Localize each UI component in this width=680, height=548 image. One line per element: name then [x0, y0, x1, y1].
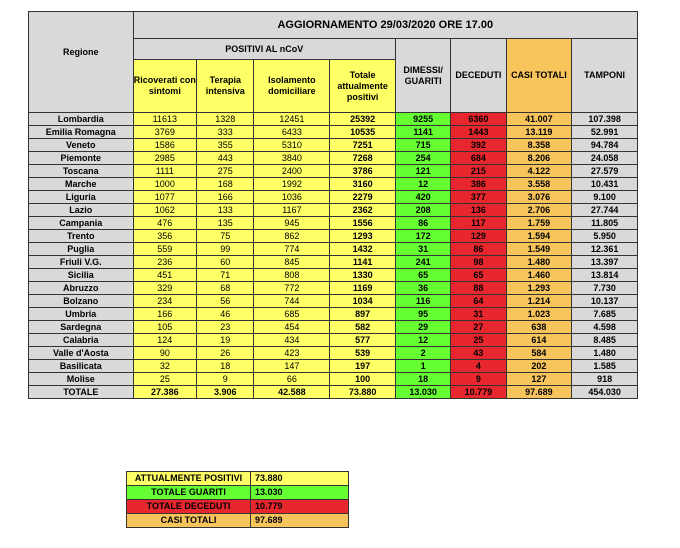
cell-ricoverati: 166: [133, 308, 197, 321]
cell-ricoverati: 32: [133, 360, 197, 373]
cell-casi: 1.759: [506, 217, 572, 230]
cell-tamponi: 7.685: [572, 308, 638, 321]
cell-totale: 25392: [330, 113, 396, 126]
cell-tamponi: 1.585: [572, 360, 638, 373]
cell-tamponi: 27.744: [572, 204, 638, 217]
header-positivi: POSITIVI AL nCoV: [133, 39, 395, 60]
cell-isolamento: 2400: [254, 165, 330, 178]
cell-isolamento: 66: [254, 373, 330, 386]
total-deceduti: 10.779: [451, 386, 506, 399]
cell-ricoverati: 236: [133, 256, 197, 269]
cell-dimessi: 241: [395, 256, 450, 269]
cell-casi: 3.558: [506, 178, 572, 191]
cell-tamponi: 7.730: [572, 282, 638, 295]
cell-casi: 584: [506, 347, 572, 360]
table-row: [29, 282, 638, 295]
cell-regione: Umbria: [29, 308, 134, 321]
table-row: [29, 126, 638, 139]
cell-totale: 539: [330, 347, 396, 360]
cell-casi: 1.549: [506, 243, 572, 256]
cell-regione: Friuli V.G.: [29, 256, 134, 269]
header-deceduti: DECEDUTI: [451, 39, 506, 113]
cell-casi: 4.122: [506, 165, 572, 178]
cell-dimessi: 86: [395, 217, 450, 230]
cell-isolamento: 1167: [254, 204, 330, 217]
cell-deceduti: 64: [451, 295, 506, 308]
cell-dimessi: 12: [395, 178, 450, 191]
cell-totale: 1432: [330, 243, 396, 256]
cell-isolamento: 1992: [254, 178, 330, 191]
cell-deceduti: 4: [451, 360, 506, 373]
cell-regione: Sicilia: [29, 269, 134, 282]
covid-regional-table: [28, 11, 638, 399]
cell-dimessi: 65: [395, 269, 450, 282]
cell-dimessi: 9255: [395, 113, 450, 126]
cell-totale: 1141: [330, 256, 396, 269]
cell-totale: 1556: [330, 217, 396, 230]
cell-dimessi: 12: [395, 334, 450, 347]
cell-totale: 582: [330, 321, 396, 334]
total-isolamento: 42.588: [254, 386, 330, 399]
cell-tamponi: 12.361: [572, 243, 638, 256]
cell-deceduti: 31: [451, 308, 506, 321]
cell-dimessi: 31: [395, 243, 450, 256]
cell-terapia: 1328: [197, 113, 254, 126]
cell-terapia: 275: [197, 165, 254, 178]
cell-casi: 202: [506, 360, 572, 373]
cell-isolamento: 862: [254, 230, 330, 243]
table-row: [29, 334, 638, 347]
cell-isolamento: 12451: [254, 113, 330, 126]
table-row: [29, 139, 638, 152]
cell-deceduti: 386: [451, 178, 506, 191]
cell-totale: 7251: [330, 139, 396, 152]
table-row: [29, 204, 638, 217]
cell-regione: Valle d'Aosta: [29, 347, 134, 360]
table-row: [29, 178, 638, 191]
table-row: [29, 321, 638, 334]
cell-totale: 3786: [330, 165, 396, 178]
header-ricoverati: Ricoverati con sintomi: [133, 60, 197, 113]
cell-regione: Emilia Romagna: [29, 126, 134, 139]
summary-row: [127, 472, 349, 486]
table-row: [29, 217, 638, 230]
cell-ricoverati: 559: [133, 243, 197, 256]
cell-deceduti: 215: [451, 165, 506, 178]
cell-tamponi: 918: [572, 373, 638, 386]
header-terapia: Terapia intensiva: [197, 60, 254, 113]
cell-tamponi: 94.784: [572, 139, 638, 152]
cell-terapia: 133: [197, 204, 254, 217]
cell-deceduti: 88: [451, 282, 506, 295]
total-tamponi: 454.030: [572, 386, 638, 399]
cell-totale: 577: [330, 334, 396, 347]
cell-regione: Campania: [29, 217, 134, 230]
table-row: [29, 243, 638, 256]
cell-terapia: 355: [197, 139, 254, 152]
table-row: [29, 347, 638, 360]
cell-casi: 614: [506, 334, 572, 347]
cell-isolamento: 685: [254, 308, 330, 321]
table-row: [29, 113, 638, 126]
summary-label: CASI TOTALI: [127, 514, 251, 528]
cell-ricoverati: 124: [133, 334, 197, 347]
summary-table: [126, 471, 349, 528]
cell-ricoverati: 105: [133, 321, 197, 334]
cell-tamponi: 9.100: [572, 191, 638, 204]
cell-ricoverati: 329: [133, 282, 197, 295]
cell-terapia: 443: [197, 152, 254, 165]
cell-dimessi: 18: [395, 373, 450, 386]
cell-deceduti: 65: [451, 269, 506, 282]
cell-totale: 1169: [330, 282, 396, 295]
cell-casi: 638: [506, 321, 572, 334]
cell-casi: 1.293: [506, 282, 572, 295]
cell-isolamento: 845: [254, 256, 330, 269]
header-totale-positivi: Totale attualmente positivi: [330, 60, 396, 113]
cell-tamponi: 4.598: [572, 321, 638, 334]
cell-tamponi: 8.485: [572, 334, 638, 347]
cell-deceduti: 98: [451, 256, 506, 269]
cell-regione: Sardegna: [29, 321, 134, 334]
cell-totale: 10535: [330, 126, 396, 139]
cell-tamponi: 52.991: [572, 126, 638, 139]
cell-dimessi: 1: [395, 360, 450, 373]
cell-dimessi: 121: [395, 165, 450, 178]
cell-terapia: 166: [197, 191, 254, 204]
cell-terapia: 46: [197, 308, 254, 321]
cell-ricoverati: 476: [133, 217, 197, 230]
cell-terapia: 26: [197, 347, 254, 360]
table-row: [29, 191, 638, 204]
cell-casi: 1.023: [506, 308, 572, 321]
cell-casi: 1.594: [506, 230, 572, 243]
cell-deceduti: 6360: [451, 113, 506, 126]
cell-terapia: 71: [197, 269, 254, 282]
cell-ricoverati: 3769: [133, 126, 197, 139]
cell-deceduti: 377: [451, 191, 506, 204]
cell-dimessi: 420: [395, 191, 450, 204]
cell-isolamento: 772: [254, 282, 330, 295]
header-regione: Regione: [29, 12, 134, 113]
cell-deceduti: 392: [451, 139, 506, 152]
cell-ricoverati: 356: [133, 230, 197, 243]
cell-terapia: 168: [197, 178, 254, 191]
table-row: [29, 165, 638, 178]
summary-row: [127, 486, 349, 500]
cell-dimessi: 254: [395, 152, 450, 165]
cell-casi: 1.460: [506, 269, 572, 282]
cell-deceduti: 1443: [451, 126, 506, 139]
cell-ricoverati: 1111: [133, 165, 197, 178]
table-row: [29, 269, 638, 282]
cell-regione: Veneto: [29, 139, 134, 152]
cell-terapia: 56: [197, 295, 254, 308]
cell-deceduti: 27: [451, 321, 506, 334]
cell-dimessi: 36: [395, 282, 450, 295]
cell-dimessi: 1141: [395, 126, 450, 139]
cell-terapia: 18: [197, 360, 254, 373]
cell-dimessi: 208: [395, 204, 450, 217]
cell-regione: Basilicata: [29, 360, 134, 373]
cell-casi: 1.480: [506, 256, 572, 269]
cell-terapia: 135: [197, 217, 254, 230]
cell-dimessi: 172: [395, 230, 450, 243]
cell-ricoverati: 1000: [133, 178, 197, 191]
cell-regione: Molise: [29, 373, 134, 386]
table-row: [29, 256, 638, 269]
cell-casi: 127: [506, 373, 572, 386]
cell-deceduti: 86: [451, 243, 506, 256]
cell-totale: 897: [330, 308, 396, 321]
cell-casi: 41.007: [506, 113, 572, 126]
cell-dimessi: 116: [395, 295, 450, 308]
header-isolamento: Isolamento domiciliare: [254, 60, 330, 113]
cell-ricoverati: 90: [133, 347, 197, 360]
summary-body: [127, 472, 349, 528]
summary-value: 13.030: [251, 486, 349, 500]
cell-deceduti: 117: [451, 217, 506, 230]
cell-tamponi: 11.805: [572, 217, 638, 230]
cell-regione: Puglia: [29, 243, 134, 256]
cell-terapia: 23: [197, 321, 254, 334]
cell-totale: 3160: [330, 178, 396, 191]
cell-isolamento: 147: [254, 360, 330, 373]
cell-deceduti: 684: [451, 152, 506, 165]
cell-totale: 2362: [330, 204, 396, 217]
cell-casi: 13.119: [506, 126, 572, 139]
cell-regione: Lazio: [29, 204, 134, 217]
summary-row: [127, 514, 349, 528]
cell-deceduti: 43: [451, 347, 506, 360]
cell-regione: Trento: [29, 230, 134, 243]
cell-isolamento: 423: [254, 347, 330, 360]
cell-regione: Marche: [29, 178, 134, 191]
cell-terapia: 75: [197, 230, 254, 243]
summary-label: ATTUALMENTE POSITIVI: [127, 472, 251, 486]
cell-tamponi: 24.058: [572, 152, 638, 165]
cell-casi: 2.706: [506, 204, 572, 217]
summary-value: 73.880: [251, 472, 349, 486]
summary-label: TOTALE DECEDUTI: [127, 500, 251, 514]
totals-row: [29, 386, 638, 399]
cell-ricoverati: 1586: [133, 139, 197, 152]
cell-totale: 1034: [330, 295, 396, 308]
cell-totale: 7268: [330, 152, 396, 165]
total-totale: 73.880: [330, 386, 396, 399]
cell-regione: Liguria: [29, 191, 134, 204]
cell-terapia: 333: [197, 126, 254, 139]
cell-regione: Lombardia: [29, 113, 134, 126]
cell-dimessi: 2: [395, 347, 450, 360]
cell-casi: 8.206: [506, 152, 572, 165]
cell-ricoverati: 451: [133, 269, 197, 282]
cell-isolamento: 774: [254, 243, 330, 256]
cell-totale: 197: [330, 360, 396, 373]
total-terapia: 3.906: [197, 386, 254, 399]
cell-regione: Abruzzo: [29, 282, 134, 295]
cell-totale: 100: [330, 373, 396, 386]
cell-isolamento: 6433: [254, 126, 330, 139]
cell-tamponi: 5.950: [572, 230, 638, 243]
summary-value: 10.779: [251, 500, 349, 514]
cell-regione: Piemonte: [29, 152, 134, 165]
cell-isolamento: 1036: [254, 191, 330, 204]
table-row: [29, 295, 638, 308]
cell-isolamento: 454: [254, 321, 330, 334]
cell-ricoverati: 234: [133, 295, 197, 308]
total-dimessi: 13.030: [395, 386, 450, 399]
total-regione: TOTALE: [29, 386, 134, 399]
cell-isolamento: 434: [254, 334, 330, 347]
cell-terapia: 99: [197, 243, 254, 256]
cell-regione: Bolzano: [29, 295, 134, 308]
cell-isolamento: 3840: [254, 152, 330, 165]
cell-deceduti: 129: [451, 230, 506, 243]
cell-terapia: 68: [197, 282, 254, 295]
summary-row: [127, 500, 349, 514]
total-ricoverati: 27.386: [133, 386, 197, 399]
cell-terapia: 19: [197, 334, 254, 347]
cell-tamponi: 27.579: [572, 165, 638, 178]
cell-tamponi: 1.480: [572, 347, 638, 360]
cell-regione: Toscana: [29, 165, 134, 178]
cell-deceduti: 9: [451, 373, 506, 386]
header-casi-totali: CASI TOTALI: [506, 39, 572, 113]
cell-isolamento: 744: [254, 295, 330, 308]
total-casi: 97.689: [506, 386, 572, 399]
cell-tamponi: 13.397: [572, 256, 638, 269]
cell-ricoverati: 2985: [133, 152, 197, 165]
cell-totale: 1293: [330, 230, 396, 243]
cell-isolamento: 945: [254, 217, 330, 230]
cell-casi: 8.358: [506, 139, 572, 152]
table-row: [29, 152, 638, 165]
cell-tamponi: 10.137: [572, 295, 638, 308]
cell-totale: 1330: [330, 269, 396, 282]
cell-dimessi: 95: [395, 308, 450, 321]
cell-casi: 1.214: [506, 295, 572, 308]
table-row: [29, 230, 638, 243]
cell-dimessi: 715: [395, 139, 450, 152]
summary-label: TOTALE GUARITI: [127, 486, 251, 500]
cell-tamponi: 10.431: [572, 178, 638, 191]
cell-ricoverati: 1077: [133, 191, 197, 204]
cell-tamponi: 107.398: [572, 113, 638, 126]
page-title: AGGIORNAMENTO 29/03/2020 ORE 17.00: [133, 12, 637, 39]
cell-isolamento: 808: [254, 269, 330, 282]
cell-isolamento: 5310: [254, 139, 330, 152]
cell-terapia: 60: [197, 256, 254, 269]
cell-ricoverati: 11613: [133, 113, 197, 126]
cell-terapia: 9: [197, 373, 254, 386]
cell-regione: Calabria: [29, 334, 134, 347]
cell-dimessi: 29: [395, 321, 450, 334]
table-row: [29, 373, 638, 386]
cell-deceduti: 25: [451, 334, 506, 347]
table-row: [29, 360, 638, 373]
header-dimessi: DIMESSI/ GUARITI: [395, 39, 450, 113]
summary-value: 97.689: [251, 514, 349, 528]
cell-ricoverati: 1062: [133, 204, 197, 217]
cell-tamponi: 13.814: [572, 269, 638, 282]
cell-casi: 3.076: [506, 191, 572, 204]
header-tamponi: TAMPONI: [572, 39, 638, 113]
cell-deceduti: 136: [451, 204, 506, 217]
cell-totale: 2279: [330, 191, 396, 204]
table-body: [29, 113, 638, 399]
cell-ricoverati: 25: [133, 373, 197, 386]
table-row: [29, 308, 638, 321]
